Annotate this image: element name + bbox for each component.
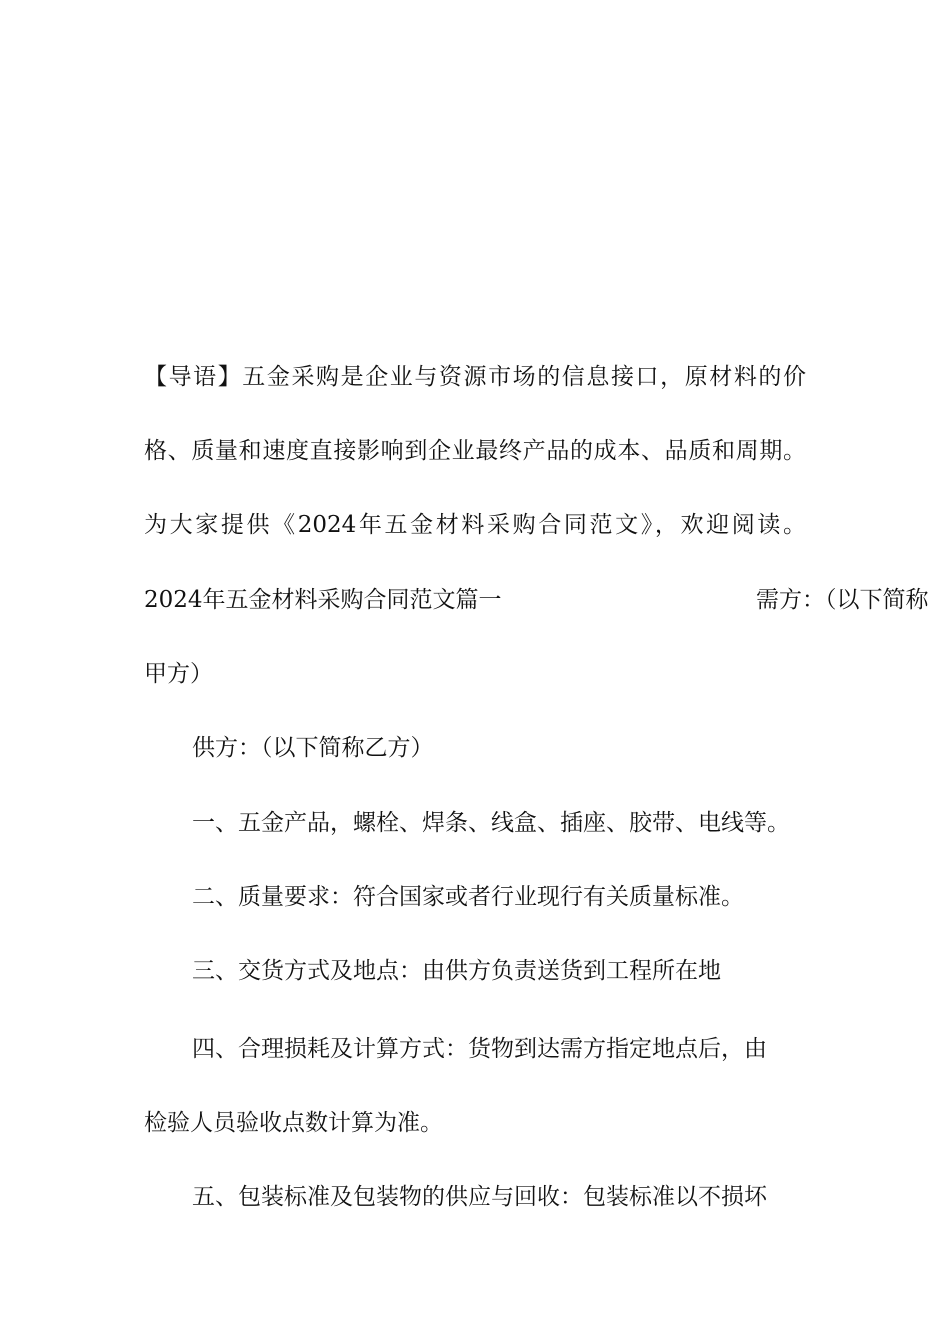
clause-4: 四、合理损耗及计算方式：货物到达需方指定地点后，由 <box>192 1036 767 1062</box>
contract-title: 2024年五金材料采购合同范文篇一 <box>144 587 502 613</box>
clause-3: 三、交货方式及地点：由供方负责送货到工程所在地 <box>192 958 721 984</box>
intro-line-2: 格、质量和速度直接影响到企业最终产品的成本、品质和周期。 <box>144 438 806 464</box>
clause-5: 五、包装标准及包装物的供应与回收：包装标准以不损坏 <box>192 1184 767 1210</box>
contract-heading-line <box>144 580 929 620</box>
clause-1: 一、五金产品，螺栓、焊条、线盒、插座、胶带、电线等。 <box>192 810 790 836</box>
buyer-continuation: 甲方） <box>144 661 213 687</box>
clause-4-continuation: 检验人员验收点数计算为准。 <box>144 1110 443 1136</box>
intro-line-1: 【导语】五金采购是企业与资源市场的信息接口，原材料的价 <box>144 364 806 390</box>
supplier-line: 供方：（以下简称乙方） <box>192 735 434 761</box>
intro-line-3: 为大家提供《2024年五金材料采购合同范文》，欢迎阅读。 <box>144 512 806 538</box>
buyer-label: 需方：（以下简称 <box>756 587 929 613</box>
clause-2: 二、质量要求：符合国家或者行业现行有关质量标准。 <box>192 884 744 910</box>
